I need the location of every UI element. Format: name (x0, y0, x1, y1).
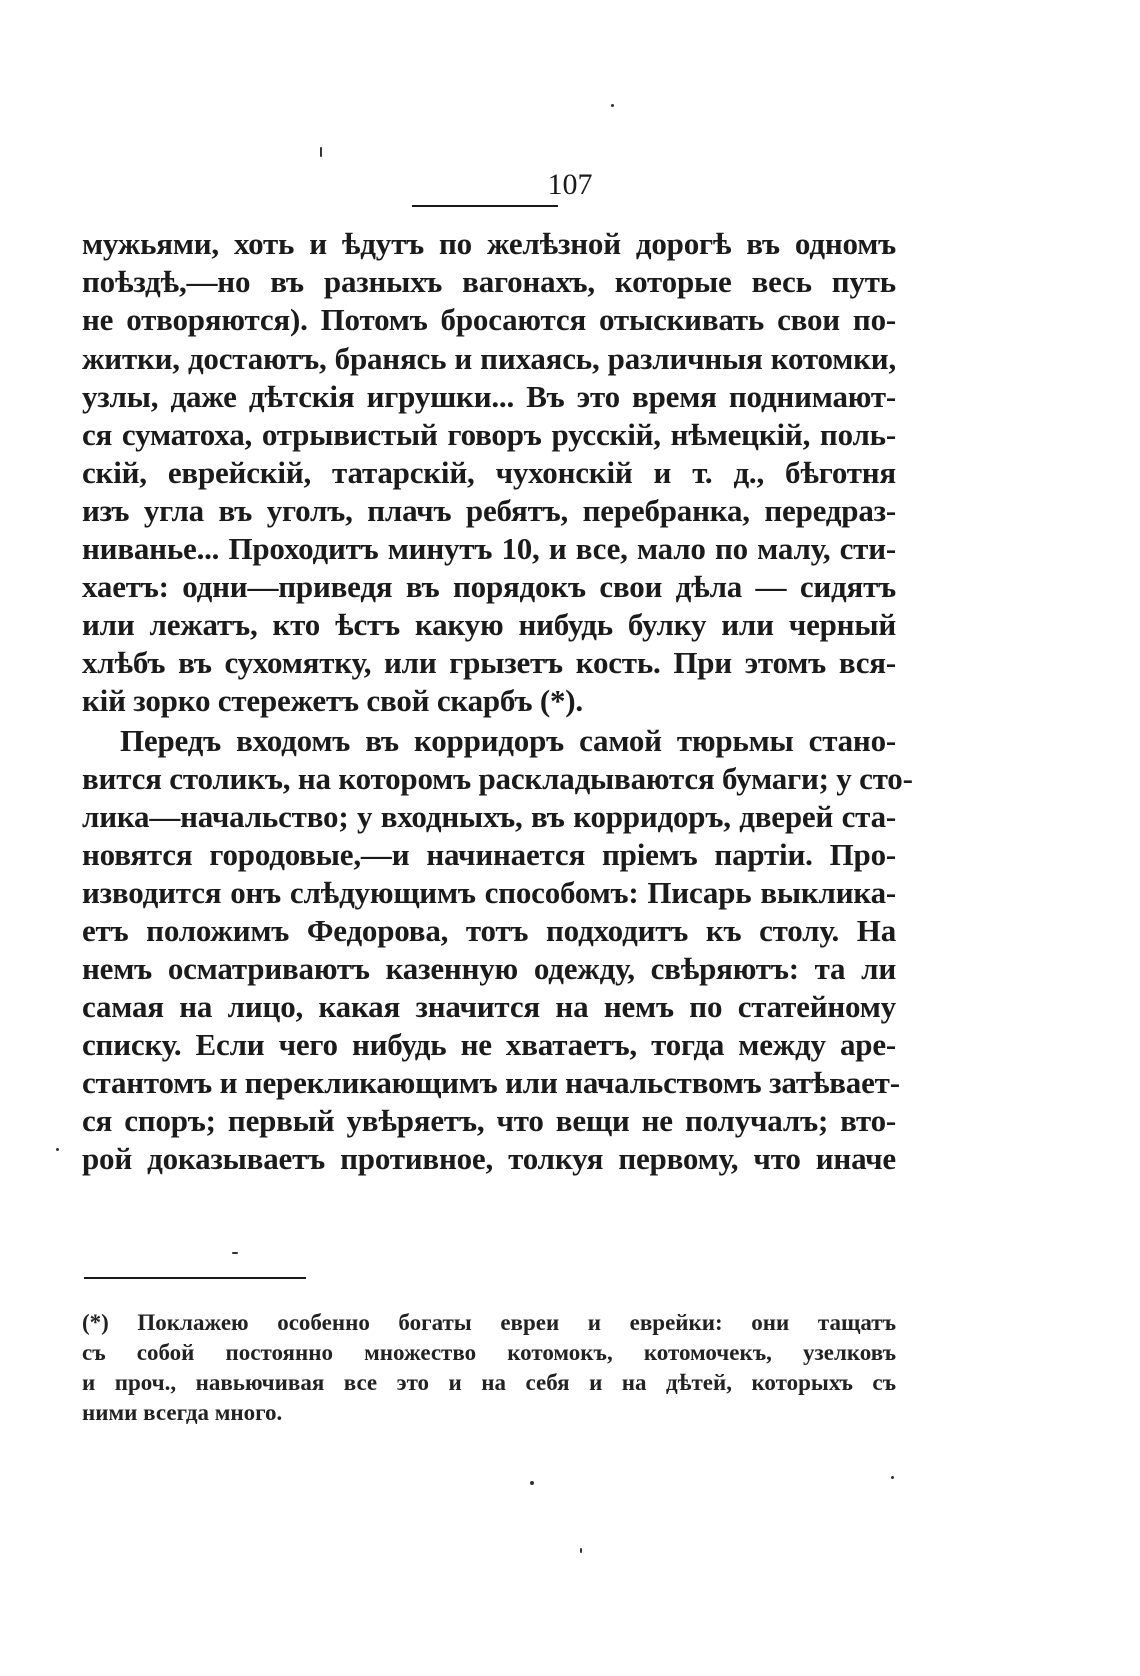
body-line: житки, достаютъ, бранясь и пихаясь, различныя котомки, (82, 341, 896, 376)
body-line: немъ осматриваютъ казенную одежду, свѣряютъ: та ли (82, 951, 896, 986)
body-line: кій зорко стережетъ свой скарбъ (*). (82, 683, 583, 718)
body-line: етъ положимъ Федорова, тотъ подходитъ къ столу. На (82, 913, 896, 948)
body-line: хаетъ: одни—приведя въ порядокъ свои дѣла — сидятъ (82, 569, 896, 604)
body-line: хлѣбъ въ сухомятку, или грызетъ кость. При этомъ вся- (82, 645, 896, 680)
body-line: ниванье... Проходитъ минутъ 10, и все, мало по малу, сти- (82, 531, 896, 566)
body-line: стантомъ и перекликающимъ или начальствомъ затѣвает- (82, 1065, 900, 1100)
scan-speck (232, 1252, 238, 1254)
scan-speck (320, 147, 322, 157)
scan-speck (56, 1148, 59, 1151)
footnote-line: и проч., навьючивая все это и на себя и на дѣтей, которыхъ съ (82, 1370, 896, 1395)
body-line: поѣздѣ,—но въ разныхъ вагонахъ, которые весь путь (82, 264, 896, 299)
body-line: не отворяются). Потомъ бросаются отыскивать свои по- (82, 302, 896, 337)
page-number: 107 (547, 168, 593, 201)
footnote-rule (84, 1277, 306, 1279)
body-line: самая на лицо, какая значится на немъ по статейному (82, 989, 896, 1024)
scan-speck (891, 1476, 894, 1479)
footnote-line: (*) Поклажею особенно богаты евреи и еврейки: они тащатъ (82, 1310, 896, 1335)
body-line: мужьями, хоть и ѣдутъ по желѣзной дорогѣ въ одномъ (82, 226, 896, 261)
body-line: ся суматоха, отрывистый говоръ русскій, нѣмецкій, поль- (82, 417, 896, 452)
body-line: вится столикъ, на которомъ раскладываются бумаги; у сто- (82, 761, 913, 796)
footnote-line: ними всегда много. (82, 1400, 283, 1425)
body-line: ся споръ; первый увѣряетъ, что вещи не получалъ; вто- (82, 1103, 896, 1138)
page-number-rule (412, 205, 558, 207)
body-line: рой доказываетъ противное, толкуя первому, что иначе (82, 1141, 896, 1176)
scan-speck (611, 104, 614, 107)
body-line: узлы, даже дѣтскія игрушки... Въ это время поднимают- (82, 379, 896, 414)
scan-speck (530, 1481, 534, 1485)
body-line: Передъ входомъ въ корридоръ самой тюрьмы стано- (120, 723, 896, 758)
body-line: списку. Если чего нибудь не хватаетъ, тогда между аре- (82, 1027, 896, 1062)
body-line: скій, еврейскій, татарскій, чухонскій и т. д., бѣготня (82, 455, 896, 490)
scan-speck (580, 1548, 582, 1553)
body-line: изъ угла въ уголъ, плачъ ребятъ, перебранка, передраз- (82, 493, 896, 528)
body-line: или лежатъ, кто ѣстъ какую нибудь булку или черный (82, 607, 896, 642)
footnote-line: съ собой постоянно множество котомокъ, котомочекъ, узелковъ (82, 1340, 896, 1365)
body-line: новятся городовые,—и начинается пріемъ партіи. Про- (82, 837, 896, 872)
body-line: лика—начальство; у входныхъ, въ корридоръ, дверей ста- (82, 799, 896, 834)
body-line: изводится онъ слѣдующимъ способомъ: Писарь выклика- (82, 875, 896, 910)
